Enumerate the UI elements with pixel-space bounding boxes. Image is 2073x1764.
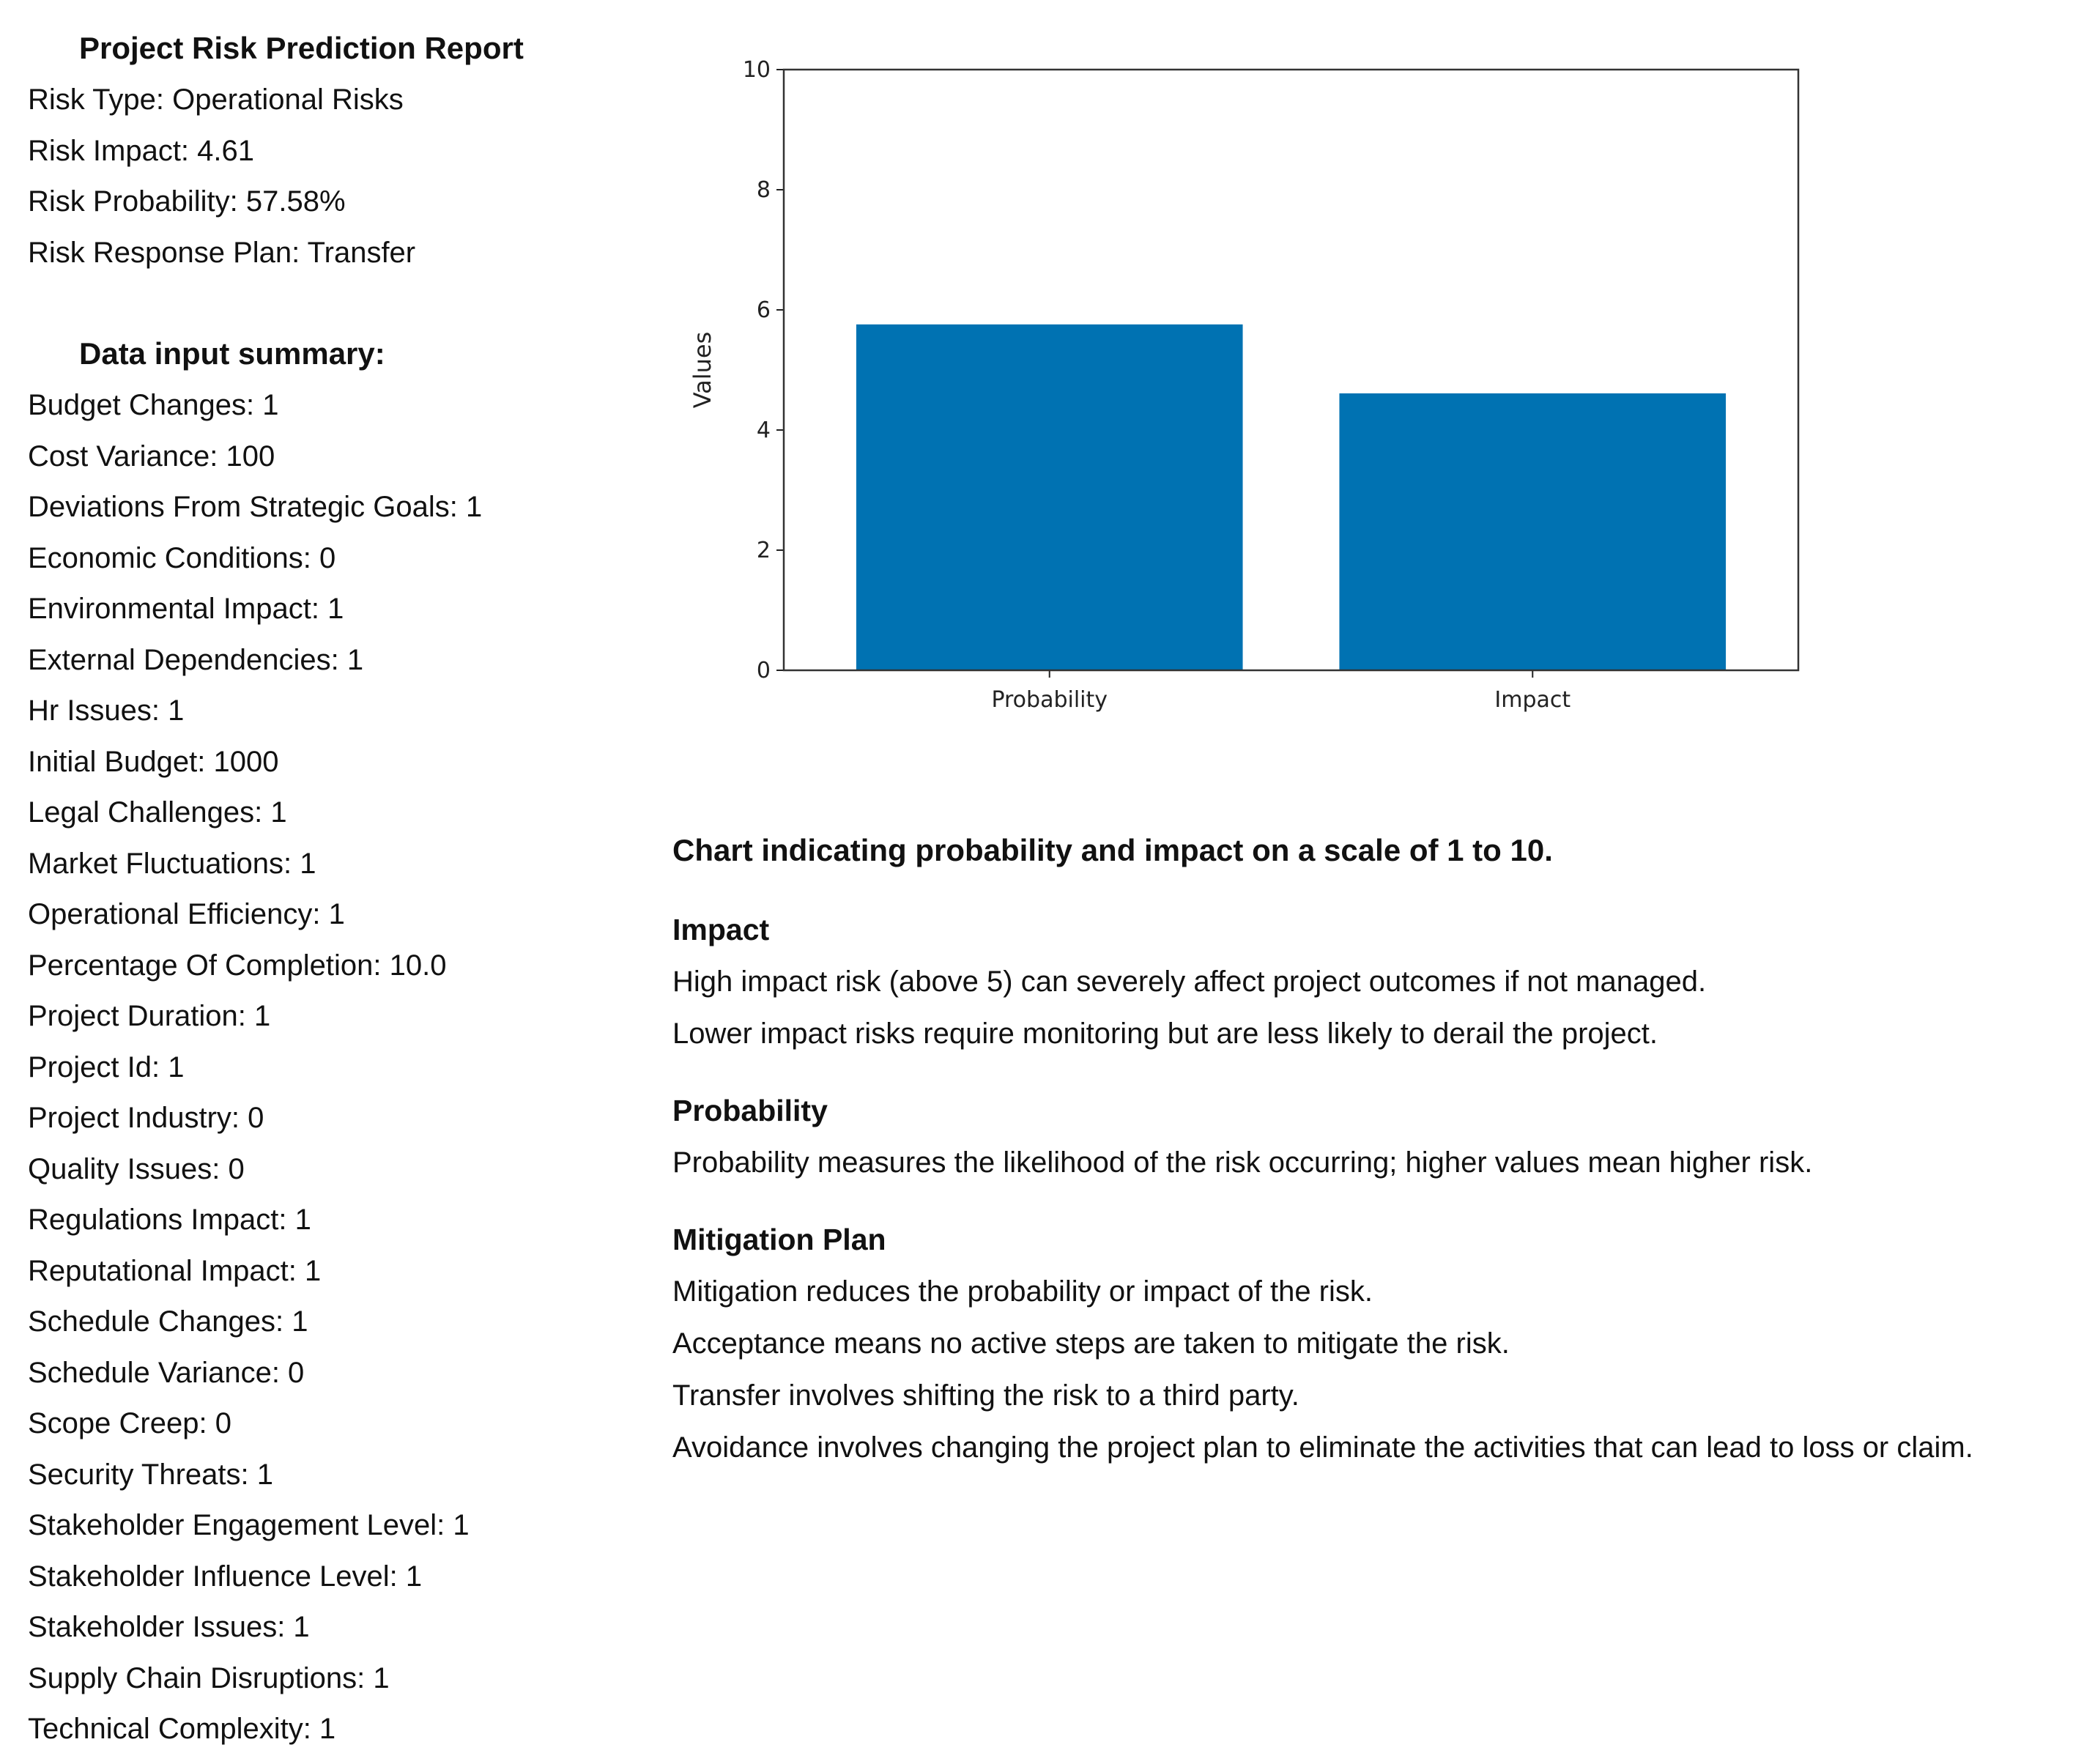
risk-type: Risk Type: Operational Risks: [28, 84, 404, 116]
section-heading: Impact: [672, 913, 770, 946]
y-tick-label: 2: [756, 538, 771, 563]
explanation-sections: [672, 903, 2064, 1474]
section-heading: Mitigation Plan: [672, 1223, 886, 1256]
summary-item: Project Industry: 0: [28, 1102, 264, 1134]
section-line: High impact risk (above 5) can severely affect project outcomes if not managed.: [672, 966, 1707, 998]
summary-item: Hr Issues: 1: [28, 694, 185, 727]
x-tick-label: Impact: [1494, 687, 1571, 713]
section-line: Mitigation reduces the probability or impact of the risk.: [672, 1275, 1373, 1308]
y-tick-label: 4: [756, 418, 771, 443]
summary-item: External Dependencies: 1: [28, 643, 364, 676]
summary-item: Supply Chain Disruptions: 1: [28, 1661, 390, 1694]
risk-response-plan: Risk Response Plan: Transfer: [28, 236, 416, 269]
summary-item: Regulations Impact: 1: [28, 1204, 311, 1236]
bar-chart: [659, 44, 1831, 747]
summary-item: Stakeholder Influence Level: 1: [28, 1560, 423, 1593]
summary-item: Market Fluctuations: 1: [28, 847, 316, 880]
summary-item: Project Duration: 1: [28, 1000, 271, 1032]
summary-item: Budget Changes: 1: [28, 389, 279, 421]
report-details: [28, 75, 628, 278]
chart-caption: Chart indicating probability and impact on a scale of 1 to 10.: [672, 833, 1553, 867]
explanation-section: [672, 1213, 2064, 1474]
summary-item: Deviations From Strategic Goals: 1: [28, 491, 483, 523]
summary-title: Data input summary:: [79, 336, 385, 371]
summary-item: Operational Efficiency: 1: [28, 898, 345, 930]
summary-item: Stakeholder Engagement Level: 1: [28, 1509, 470, 1541]
risk-probability: Risk Probability: 57.58%: [28, 185, 346, 218]
section-line: Avoidance involves changing the project plan to eliminate the activities that can lead to loss or claim.: [672, 1431, 1973, 1464]
report-title: Project Risk Prediction Report: [79, 31, 524, 65]
summary-item: Technical Complexity: 1: [28, 1713, 336, 1745]
risk-impact: Risk Impact: 4.61: [28, 134, 255, 167]
explanation-column: [672, 824, 2064, 1498]
summary-item: Schedule Changes: 1: [28, 1305, 308, 1338]
explanation-section: [672, 903, 2064, 1060]
summary-item: Quality Issues: 0: [28, 1152, 245, 1185]
summary-item: Schedule Variance: 0: [28, 1356, 305, 1389]
summary-item: Project Id: 1: [28, 1050, 185, 1083]
section-line: Transfer involves shifting the risk to a third party.: [672, 1379, 1299, 1412]
section-heading: Probability: [672, 1094, 828, 1127]
summary-item: Stakeholder Issues: 1: [28, 1611, 310, 1643]
summary-item: Percentage Of Completion: 10.0: [28, 949, 447, 982]
y-tick-label: 0: [756, 658, 771, 683]
y-tick-label: 10: [742, 57, 771, 83]
summary-item: Initial Budget: 1000: [28, 745, 279, 778]
y-tick-label: 6: [756, 297, 771, 323]
x-tick-label: Probability: [991, 687, 1108, 713]
bar-probability: [856, 325, 1243, 670]
section-line: Acceptance means no active steps are taken to mitigate the risk.: [672, 1327, 1510, 1360]
risk-chart: [659, 44, 1831, 747]
summary-item: Scope Creep: 0: [28, 1407, 231, 1439]
summary-item: Environmental Impact: 1: [28, 593, 344, 625]
summary-item: Cost Variance: 100: [28, 440, 275, 472]
summary-item: Economic Conditions: 0: [28, 541, 336, 574]
summary-item: Legal Challenges: 1: [28, 796, 287, 829]
summary-list: [28, 380, 628, 1755]
summary-item: Reputational Impact: 1: [28, 1254, 322, 1287]
bar-impact: [1339, 393, 1726, 670]
summary-item: Security Threats: 1: [28, 1458, 273, 1491]
y-tick-label: 8: [756, 177, 771, 203]
section-line: Probability measures the likelihood of the risk occurring; higher values mean higher risk.: [672, 1146, 1813, 1179]
report-column: [28, 22, 628, 1755]
y-axis-label: Values: [689, 331, 716, 409]
explanation-section: [672, 1084, 2064, 1189]
section-line: Lower impact risks require monitoring but are less likely to derail the project.: [672, 1018, 1658, 1050]
